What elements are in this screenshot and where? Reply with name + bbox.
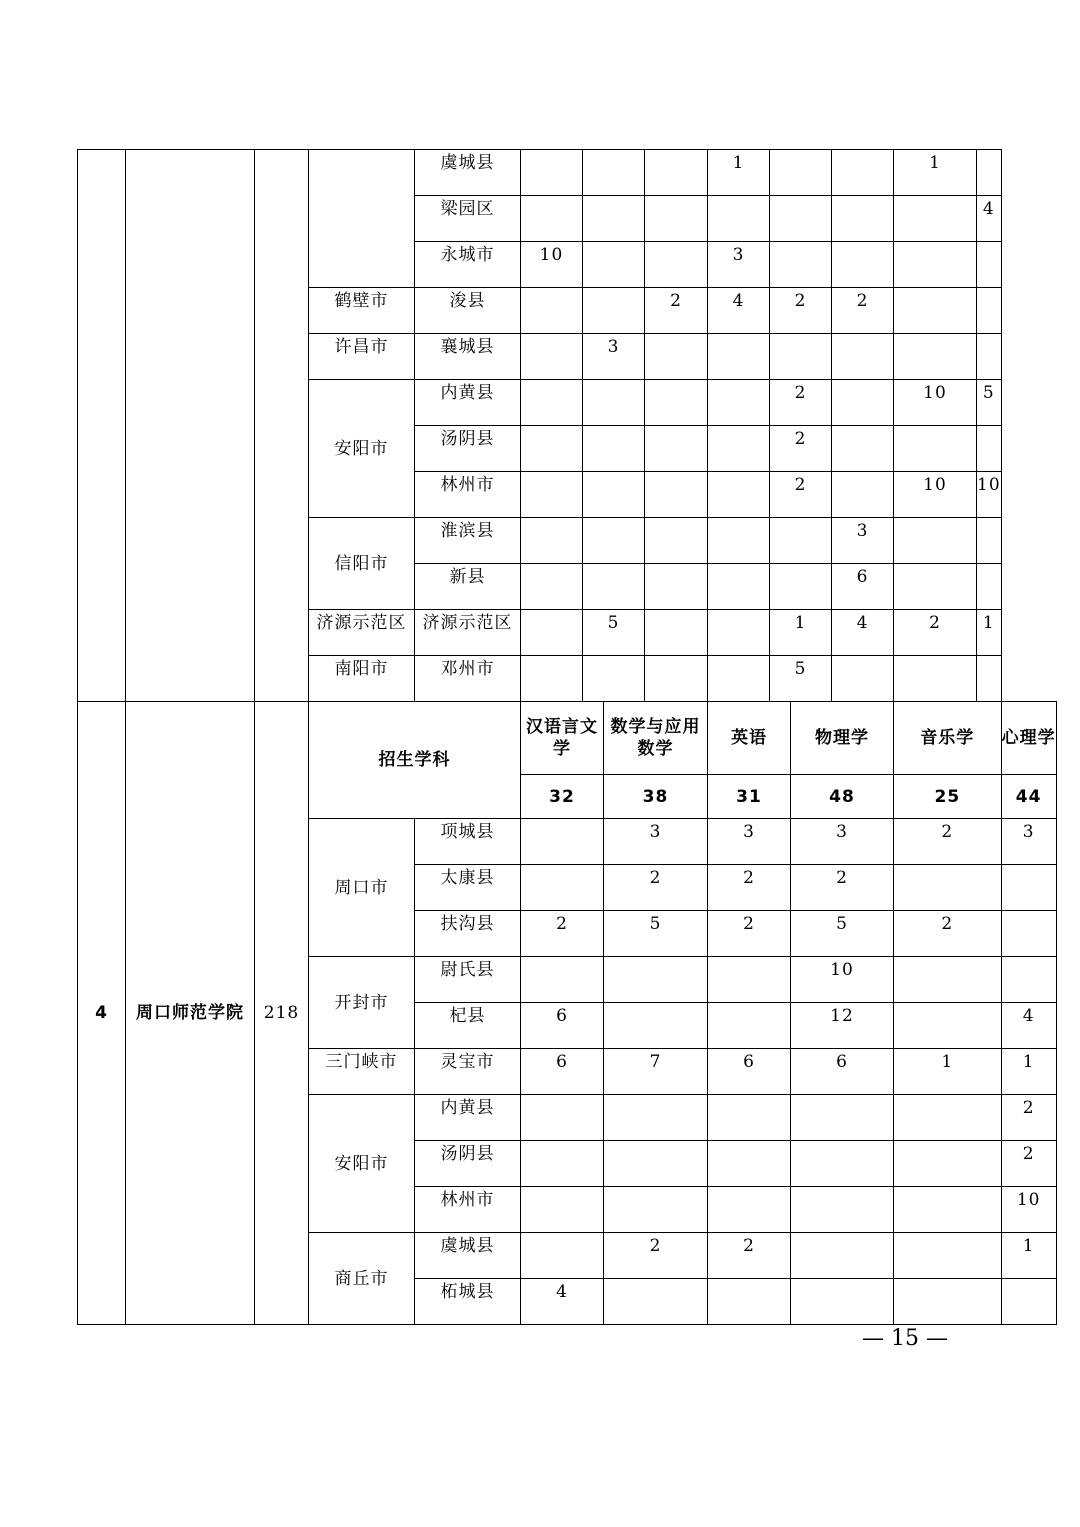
value-cell	[894, 957, 1002, 1003]
county-cell: 柘城县	[415, 1279, 521, 1325]
value-cell	[708, 1187, 791, 1233]
value-cell	[583, 242, 645, 288]
subject-name-cell: 音乐学	[894, 702, 1002, 775]
district-cell	[309, 150, 415, 288]
value-cell	[521, 380, 583, 426]
value-cell	[770, 150, 832, 196]
value-cell	[583, 426, 645, 472]
value-cell	[894, 1095, 1002, 1141]
county-cell: 虞城县	[415, 1233, 521, 1279]
value-cell	[770, 334, 832, 380]
value-cell	[894, 1141, 1002, 1187]
school-name-cell: 周口师范学院	[126, 702, 255, 1325]
value-cell: 4	[708, 288, 770, 334]
value-cell	[977, 518, 1002, 564]
district-cell: 南阳市	[309, 656, 415, 702]
value-cell: 1	[708, 150, 770, 196]
value-cell	[791, 1187, 894, 1233]
value-cell	[894, 865, 1002, 911]
value-cell: 3	[708, 242, 770, 288]
value-cell	[894, 518, 977, 564]
value-cell	[645, 518, 708, 564]
value-cell: 3	[583, 334, 645, 380]
value-cell	[645, 196, 708, 242]
county-cell: 邓州市	[415, 656, 521, 702]
value-cell: 1	[977, 610, 1002, 656]
value-cell: 2	[1001, 1095, 1056, 1141]
value-cell	[894, 242, 977, 288]
county-cell: 永城市	[415, 242, 521, 288]
value-cell: 3	[1001, 819, 1056, 865]
district-cell: 许昌市	[309, 334, 415, 380]
subject-name-cell: 汉语言文学	[521, 702, 604, 775]
value-cell	[1001, 1279, 1056, 1325]
value-cell	[521, 150, 583, 196]
value-cell: 2	[770, 472, 832, 518]
value-cell	[708, 334, 770, 380]
district-cell: 安阳市	[309, 1095, 415, 1233]
value-cell	[708, 564, 770, 610]
subject-header-cell: 招生学科	[309, 702, 521, 819]
value-cell	[977, 656, 1002, 702]
value-cell: 2	[791, 865, 894, 911]
value-cell	[521, 472, 583, 518]
value-cell: 2	[604, 865, 708, 911]
value-cell	[604, 1187, 708, 1233]
value-cell: 4	[832, 610, 894, 656]
value-cell	[604, 957, 708, 1003]
value-cell	[645, 656, 708, 702]
value-cell	[708, 1003, 791, 1049]
county-cell: 林州市	[415, 1187, 521, 1233]
value-cell	[583, 288, 645, 334]
subject-total-cell: 38	[604, 775, 708, 819]
value-cell	[645, 242, 708, 288]
value-cell	[894, 564, 977, 610]
value-cell	[521, 610, 583, 656]
district-cell: 周口市	[309, 819, 415, 957]
value-cell	[1001, 957, 1056, 1003]
value-cell	[708, 656, 770, 702]
value-cell	[521, 1233, 604, 1279]
value-cell: 3	[791, 819, 894, 865]
value-cell	[521, 1141, 604, 1187]
district-cell: 济源示范区	[309, 610, 415, 656]
value-cell	[832, 334, 894, 380]
table-header-row	[78, 702, 1057, 775]
value-cell	[791, 1279, 894, 1325]
value-cell	[604, 1003, 708, 1049]
district-cell: 三门峡市	[309, 1049, 415, 1095]
value-cell: 6	[521, 1049, 604, 1095]
value-cell: 2	[604, 1233, 708, 1279]
value-cell	[977, 426, 1002, 472]
subject-total-cell: 44	[1001, 775, 1056, 819]
value-cell: 10	[791, 957, 894, 1003]
value-cell	[583, 196, 645, 242]
county-cell: 虞城县	[415, 150, 521, 196]
value-cell	[521, 196, 583, 242]
school-cell-empty	[126, 150, 255, 702]
value-cell	[894, 288, 977, 334]
value-cell	[832, 380, 894, 426]
value-cell: 1	[1001, 1233, 1056, 1279]
value-cell	[708, 472, 770, 518]
value-cell	[521, 865, 604, 911]
county-cell: 新县	[415, 564, 521, 610]
value-cell	[645, 380, 708, 426]
value-cell: 2	[894, 819, 1002, 865]
page-number: — 15 —	[862, 1326, 948, 1351]
value-cell	[583, 380, 645, 426]
value-cell: 10	[521, 242, 583, 288]
county-cell: 尉氏县	[415, 957, 521, 1003]
value-cell	[832, 242, 894, 288]
value-cell	[521, 288, 583, 334]
value-cell	[832, 656, 894, 702]
total-cell: 218	[255, 702, 309, 1325]
county-cell: 太康县	[415, 865, 521, 911]
county-cell: 扶沟县	[415, 911, 521, 957]
value-cell: 2	[645, 288, 708, 334]
value-cell	[894, 1003, 1002, 1049]
value-cell: 6	[832, 564, 894, 610]
subject-name-cell: 数学与应用数学	[604, 702, 708, 775]
value-cell: 12	[791, 1003, 894, 1049]
value-cell: 2	[1001, 1141, 1056, 1187]
value-cell	[583, 150, 645, 196]
value-cell	[604, 1279, 708, 1325]
index-cell-empty	[78, 150, 126, 702]
value-cell: 5	[977, 380, 1002, 426]
value-cell	[708, 196, 770, 242]
value-cell	[645, 150, 708, 196]
value-cell	[604, 1095, 708, 1141]
value-cell	[832, 196, 894, 242]
value-cell: 2	[708, 1233, 791, 1279]
value-cell	[977, 334, 1002, 380]
value-cell	[832, 150, 894, 196]
county-cell: 济源示范区	[415, 610, 521, 656]
county-cell: 浚县	[415, 288, 521, 334]
value-cell: 2	[894, 610, 977, 656]
county-cell: 灵宝市	[415, 1049, 521, 1095]
value-cell	[521, 1187, 604, 1233]
value-cell	[894, 1187, 1002, 1233]
value-cell: 2	[708, 865, 791, 911]
value-cell	[645, 472, 708, 518]
district-cell: 商丘市	[309, 1233, 415, 1325]
value-cell: 10	[894, 472, 977, 518]
value-cell	[708, 380, 770, 426]
value-cell	[521, 1095, 604, 1141]
county-cell: 汤阴县	[415, 1141, 521, 1187]
value-cell: 2	[770, 426, 832, 472]
subject-total-cell: 25	[894, 775, 1002, 819]
value-cell: 5	[583, 610, 645, 656]
value-cell	[708, 957, 791, 1003]
value-cell	[521, 518, 583, 564]
value-cell: 1	[1001, 1049, 1056, 1095]
value-cell	[770, 242, 832, 288]
table-row	[78, 150, 1057, 196]
value-cell	[645, 334, 708, 380]
value-cell	[645, 610, 708, 656]
county-cell: 项城县	[415, 819, 521, 865]
value-cell	[708, 610, 770, 656]
value-cell: 3	[708, 819, 791, 865]
value-cell	[645, 564, 708, 610]
value-cell	[708, 518, 770, 564]
value-cell	[770, 518, 832, 564]
value-cell	[1001, 865, 1056, 911]
value-cell: 2	[521, 911, 604, 957]
value-cell: 4	[977, 196, 1002, 242]
value-cell	[708, 1141, 791, 1187]
value-cell: 5	[770, 656, 832, 702]
value-cell: 2	[894, 911, 1002, 957]
subject-total-cell: 31	[708, 775, 791, 819]
enrollment-table	[77, 149, 1057, 1325]
value-cell	[977, 564, 1002, 610]
county-cell: 汤阴县	[415, 426, 521, 472]
district-cell: 开封市	[309, 957, 415, 1049]
value-cell	[521, 564, 583, 610]
county-cell: 淮滨县	[415, 518, 521, 564]
county-cell: 襄城县	[415, 334, 521, 380]
value-cell: 4	[1001, 1003, 1056, 1049]
value-cell	[708, 1095, 791, 1141]
value-cell	[894, 196, 977, 242]
county-cell: 内黄县	[415, 1095, 521, 1141]
value-cell	[791, 1095, 894, 1141]
value-cell	[708, 426, 770, 472]
value-cell: 6	[791, 1049, 894, 1095]
subject-total-cell: 32	[521, 775, 604, 819]
county-cell: 梁园区	[415, 196, 521, 242]
total-cell-empty	[255, 150, 309, 702]
county-cell: 杞县	[415, 1003, 521, 1049]
value-cell	[583, 472, 645, 518]
district-cell: 鹤壁市	[309, 288, 415, 334]
value-cell	[583, 656, 645, 702]
value-cell	[894, 656, 977, 702]
value-cell	[521, 426, 583, 472]
value-cell	[977, 288, 1002, 334]
value-cell	[770, 196, 832, 242]
subject-total-cell: 48	[791, 775, 894, 819]
value-cell	[604, 1141, 708, 1187]
value-cell: 1	[894, 150, 977, 196]
subject-name-cell: 物理学	[791, 702, 894, 775]
value-cell	[977, 242, 1002, 288]
value-cell	[894, 426, 977, 472]
value-cell: 10	[977, 472, 1002, 518]
value-cell: 10	[1001, 1187, 1056, 1233]
value-cell	[894, 1233, 1002, 1279]
value-cell	[1001, 911, 1056, 957]
index-cell: 4	[78, 702, 126, 1325]
value-cell: 2	[708, 911, 791, 957]
value-cell: 1	[894, 1049, 1002, 1095]
value-cell	[583, 518, 645, 564]
value-cell: 2	[770, 380, 832, 426]
value-cell: 5	[791, 911, 894, 957]
value-cell: 1	[770, 610, 832, 656]
value-cell: 2	[832, 288, 894, 334]
value-cell: 6	[521, 1003, 604, 1049]
value-cell: 6	[708, 1049, 791, 1095]
value-cell: 7	[604, 1049, 708, 1095]
value-cell	[521, 957, 604, 1003]
value-cell	[708, 1279, 791, 1325]
value-cell: 2	[770, 288, 832, 334]
value-cell	[894, 334, 977, 380]
value-cell: 3	[604, 819, 708, 865]
value-cell	[521, 334, 583, 380]
value-cell	[521, 656, 583, 702]
value-cell	[832, 426, 894, 472]
value-cell	[977, 150, 1002, 196]
value-cell	[521, 819, 604, 865]
value-cell	[791, 1141, 894, 1187]
value-cell	[770, 564, 832, 610]
value-cell: 10	[894, 380, 977, 426]
value-cell	[832, 472, 894, 518]
value-cell: 5	[604, 911, 708, 957]
district-cell: 信阳市	[309, 518, 415, 610]
value-cell	[894, 1279, 1002, 1325]
value-cell	[645, 426, 708, 472]
value-cell	[583, 564, 645, 610]
subject-name-cell: 心理学	[1001, 702, 1056, 775]
district-cell: 安阳市	[309, 380, 415, 518]
value-cell	[791, 1233, 894, 1279]
subject-name-cell: 英语	[708, 702, 791, 775]
county-cell: 林州市	[415, 472, 521, 518]
county-cell: 内黄县	[415, 380, 521, 426]
value-cell: 3	[832, 518, 894, 564]
value-cell: 4	[521, 1279, 604, 1325]
